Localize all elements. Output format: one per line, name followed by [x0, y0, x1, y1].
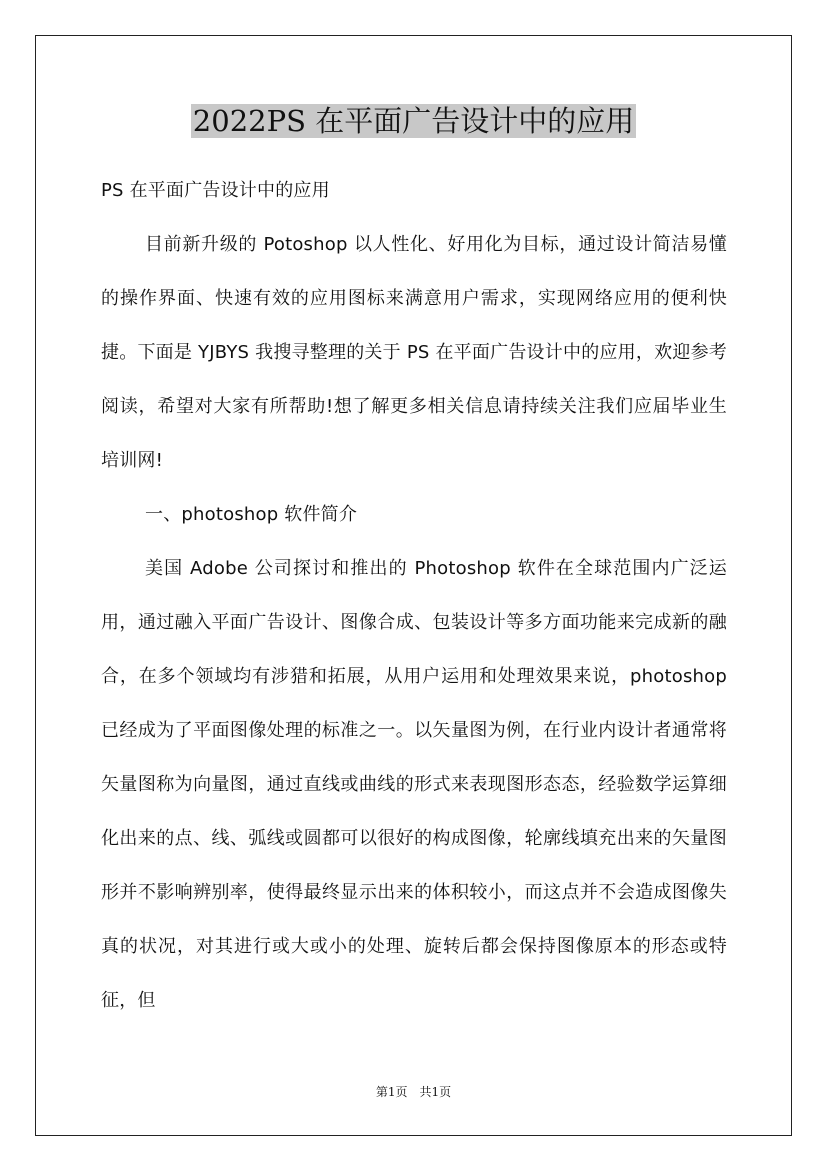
document-title [0, 101, 827, 141]
paragraph-intro: 目前新升级的 Potoshop 以人性化、好用化为目标，通过设计简洁易懂的操作界面、快速有效的应用图标来满意用户需求，实现网络应用的便利快捷。下面是 YJBYS 我搜寻整理的关于 PS 在平面广告设计中的应用，欢迎参考阅读，希望对大家有所帮助!想了解更多相关信息请持续关注我们应届毕业生培训网! [101, 234, 727, 471]
paragraph-software-intro: 美国 Adobe 公司探讨和推出的 Photoshop 软件在全球范围内广泛运用，通过融入平面广告设计、图像合成、包装设计等多方面功能来完成新的融合，在多个领域均有涉猎和拓展，从用户运用和处理效果来说，photoshop 已经成为了平面图像处理的标准之一。以矢量图为例，在行业内设计者通常将矢量图称为向量图，通过直线或曲线的形式来表现图形态态，经验数学运算细化出来的点、线、弧线或圆都可以很好的构成图像，轮廓线填充出来的矢量图形并不影响辨别率，使得最终显示出来的体积较小，而这点并不会造成图像失真的状况，对其进行或大或小的处理、旋转后都会保持图像原本的形态或特征，但 [101, 558, 727, 1011]
page-number: 第1页 共1页 [375, 1085, 452, 1099]
document-subtitle: PS 在平面广告设计中的应用 [101, 180, 330, 201]
document-body [101, 164, 727, 1028]
section-heading: 一、photoshop 软件简介 [145, 504, 358, 525]
document-title-text: 2022PS 在平面广告设计中的应用 [192, 104, 635, 138]
